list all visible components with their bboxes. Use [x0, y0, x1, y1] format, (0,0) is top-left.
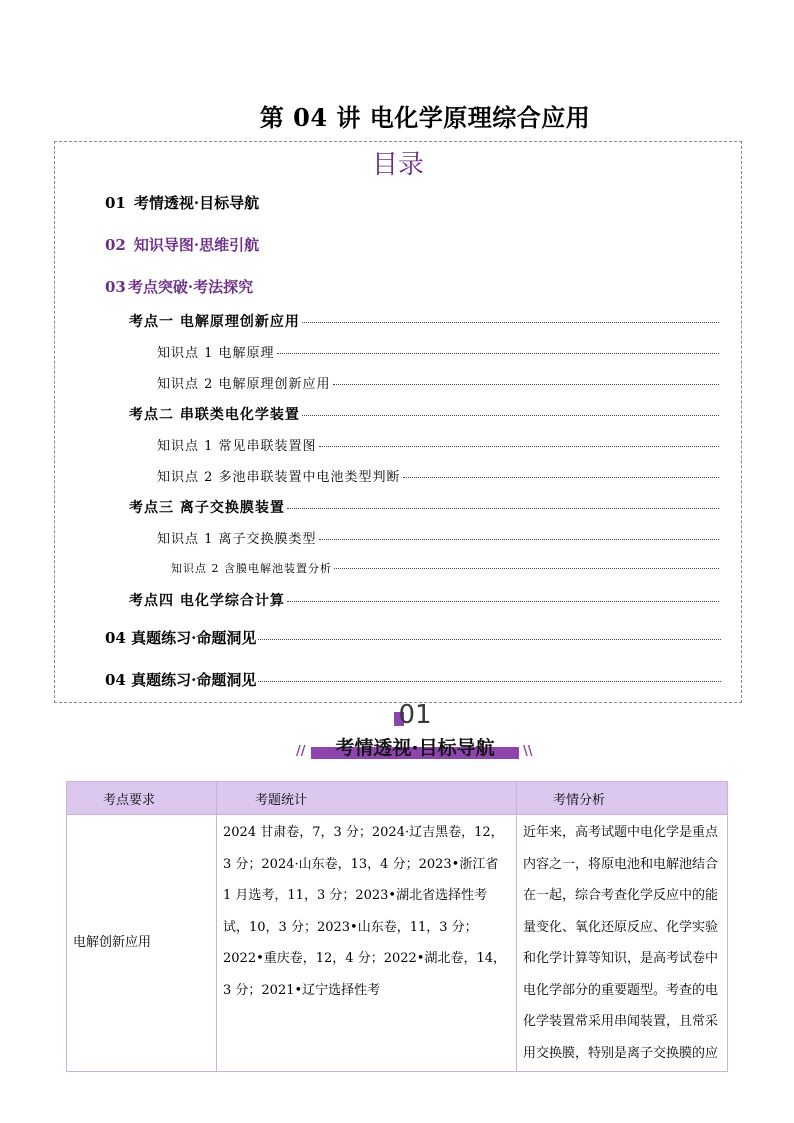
analysis-cell: 近年来，高考试题中电化学是重点内容之一，将原电池和电解池结合在一起，综合考查化学反应中的能量变化、氧化还原反应、化学实验和化学计算等知识，是高考试卷中电化学部分的重要题型。考查的电化学装置常采用串闻装置，且常采用交换膜，特别是离子交换膜的应 — [517, 815, 728, 1072]
toc-entry-label: 知识点 2 多池串联装置中电池类型判断 — [157, 470, 401, 485]
dot-leader — [302, 321, 719, 323]
toc-section-label: 考情透视·目标导航 — [133, 194, 260, 212]
toc-section-03[interactable] — [105, 276, 253, 297]
toc-kaodian-3[interactable] — [129, 497, 719, 517]
table-header-cell: 考点要求 — [67, 782, 217, 815]
toc-section-label: 知识导图·思维引航 — [133, 236, 260, 254]
stats-cell: 2024 甘肃卷，7，3 分；2024·辽吉黑卷，12，3 分；2024·山东卷，13，4 分；2023•浙江省 1 月选考，11，3 分；2023•湖北省选择性考试，10，3 分；2023•山东卷，11，3 分；2022•重庆卷，12，4 分；2022•湖北卷，14，3 分；2021•辽宁选择性考 — [217, 815, 517, 1072]
toc-entry-label: 考点三 离子交换膜装置 — [129, 500, 285, 516]
toc-entry-label: 考点四 电化学综合计算 — [129, 593, 285, 609]
toc-knowledge-point[interactable] — [157, 435, 719, 454]
toc-kaodian-1[interactable] — [129, 311, 719, 331]
dot-leader — [258, 638, 721, 640]
toc-knowledge-point[interactable] — [157, 373, 719, 392]
dot-leader — [287, 507, 719, 509]
toc-heading: 目录 — [371, 150, 424, 180]
toc-entry-label: 知识点 1 常见串联装置图 — [157, 439, 317, 454]
dot-leader — [319, 538, 719, 540]
table-of-contents — [54, 141, 742, 703]
exam-table — [66, 781, 728, 1072]
toc-section-02[interactable] — [105, 234, 259, 255]
toc-kaodian-4[interactable] — [129, 590, 719, 610]
toc-section-04[interactable] — [105, 627, 721, 648]
toc-section-label: 考点突破·考法探究 — [127, 278, 254, 296]
toc-knowledge-point[interactable] — [157, 528, 719, 547]
page-title: 第 04 讲 电化学原理综合应用 — [259, 103, 591, 132]
table-row — [67, 815, 728, 1072]
toc-kaodian-2[interactable] — [129, 404, 719, 424]
section-banner — [311, 733, 519, 759]
toc-section-04[interactable] — [105, 669, 721, 690]
table-header-cell: 考题统计 — [217, 782, 517, 815]
dot-leader — [334, 567, 719, 569]
decorative-slash-right: \\ — [523, 744, 533, 759]
toc-knowledge-point[interactable] — [171, 560, 719, 576]
toc-section-number: 02 — [105, 236, 126, 254]
toc-entry-label: 知识点 2 含膜电解池装置分析 — [171, 562, 332, 575]
dot-leader — [403, 476, 719, 478]
dot-leader — [333, 383, 719, 385]
toc-entry-label: 考点二 串联类电化学装置 — [129, 407, 300, 423]
toc-knowledge-point[interactable] — [157, 342, 719, 361]
toc-section-01[interactable] — [105, 192, 259, 213]
toc-entry-label: 知识点 1 电解原理 — [157, 346, 275, 361]
toc-section-number: 01 — [105, 194, 126, 212]
table-header-row — [67, 782, 728, 815]
dot-leader — [302, 414, 719, 416]
toc-entry-label: 04 真题练习·命题洞见 — [105, 629, 257, 647]
toc-entry-label: 知识点 1 离子交换膜类型 — [157, 532, 317, 547]
dot-leader — [319, 445, 719, 447]
toc-entry-label: 考点一 电解原理创新应用 — [129, 314, 300, 330]
section-title: 考情透视·目标导航 — [335, 737, 495, 759]
toc-knowledge-point[interactable] — [157, 466, 719, 485]
toc-section-number: 03 — [105, 278, 126, 296]
dot-leader — [258, 680, 721, 682]
dot-leader — [277, 352, 719, 354]
toc-entry-label: 04 真题练习·命题洞见 — [105, 671, 257, 689]
table-header-cell: 考情分析 — [517, 782, 728, 815]
dot-leader — [287, 600, 719, 602]
toc-entry-label: 知识点 2 电解原理创新应用 — [157, 377, 331, 392]
section-number: 01 — [398, 700, 432, 730]
decorative-slash-left: // — [296, 744, 306, 759]
requirement-cell: 电解创新应用 — [67, 815, 217, 1072]
